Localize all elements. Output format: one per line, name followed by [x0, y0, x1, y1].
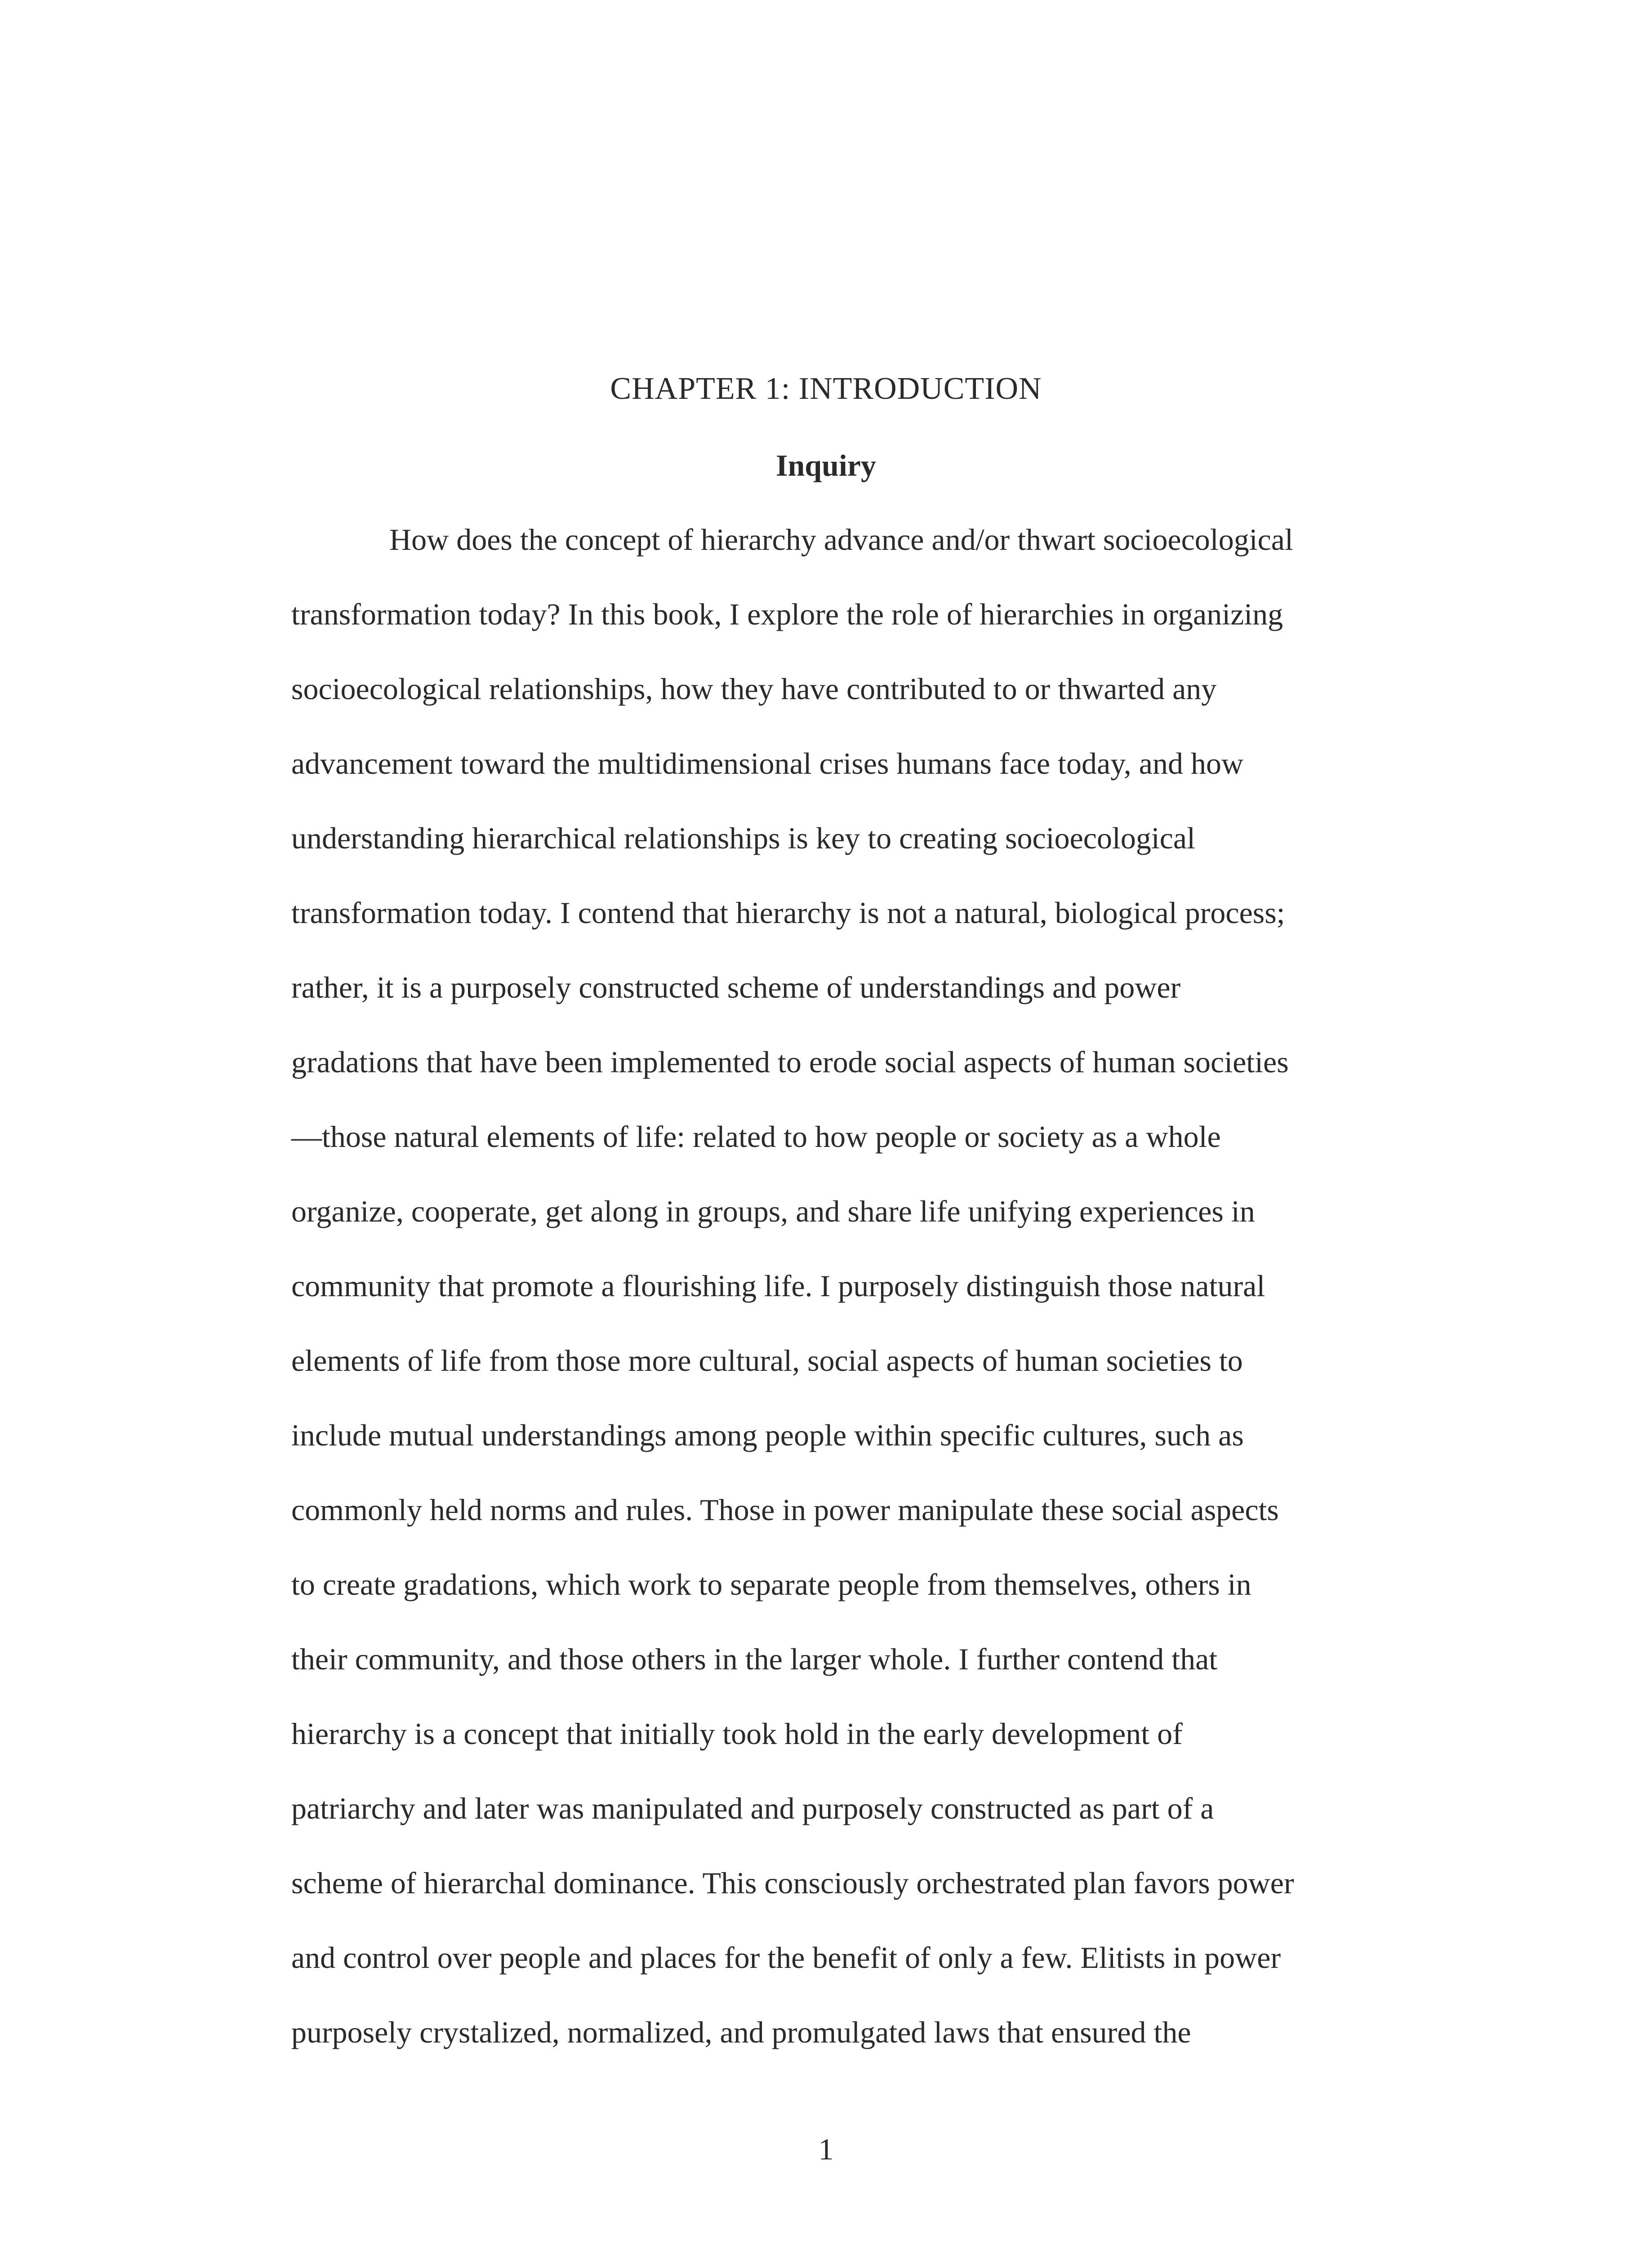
paragraph-line: understanding hierarchical relationships is key to creating socioecological [291, 821, 1195, 855]
paragraph-line: rather, it is a purposely constructed scheme of understandings and power [291, 970, 1181, 1004]
paragraph-line: elements of life from those more cultural, social aspects of human societies to [291, 1343, 1243, 1378]
paragraph-line: patriarchy and later was manipulated and purposely constructed as part of a [291, 1791, 1214, 1825]
chapter-title: CHAPTER 1: INTRODUCTION [610, 371, 1042, 406]
paragraph-line: How does the concept of hierarchy advance and/or thwart socioecological [389, 522, 1293, 557]
paragraph-line: to create gradations, which work to separate people from themselves, others in [291, 1567, 1251, 1601]
paragraph-line: community that promote a flourishing life. I purposely distinguish those natural [291, 1269, 1265, 1303]
paragraph-line: —those natural elements of life: related to how people or society as a whole [291, 1120, 1221, 1154]
paragraph-line: organize, cooperate, get along in groups, and share life unifying experiences in [291, 1194, 1255, 1228]
paragraph-line: socioecological relationships, how they have contributed to or thwarted any [291, 672, 1217, 706]
paragraph-line: scheme of hierarchal dominance. This consciously orchestrated plan favors power [291, 1866, 1294, 1900]
paragraph-line: purposely crystalized, normalized, and promulgated laws that ensured the [291, 2015, 1191, 2049]
section-heading: Inquiry [776, 448, 876, 482]
paragraph-line: advancement toward the multidimensional crises humans face today, and how [291, 746, 1244, 781]
paragraph-line: gradations that have been implemented to erode social aspects of human societies [291, 1045, 1289, 1079]
paragraph-line: their community, and those others in the larger whole. I further contend that [291, 1642, 1218, 1676]
page-number: 1 [818, 2132, 834, 2166]
paragraph-line: and control over people and places for the benefit of only a few. Elitists in power [291, 1940, 1281, 1975]
paragraph-line: transformation today. I contend that hierarchy is not a natural, biological process; [291, 896, 1285, 930]
paragraph-line: commonly held norms and rules. Those in power manipulate these social aspects [291, 1493, 1279, 1527]
body-paragraph [291, 517, 1361, 2084]
paragraph-line: hierarchy is a concept that initially took hold in the early development of [291, 1717, 1183, 1751]
paragraph-line: include mutual understandings among people within specific cultures, such as [291, 1418, 1244, 1452]
paragraph-line: transformation today? In this book, I explore the role of hierarchies in organizing [291, 597, 1283, 631]
